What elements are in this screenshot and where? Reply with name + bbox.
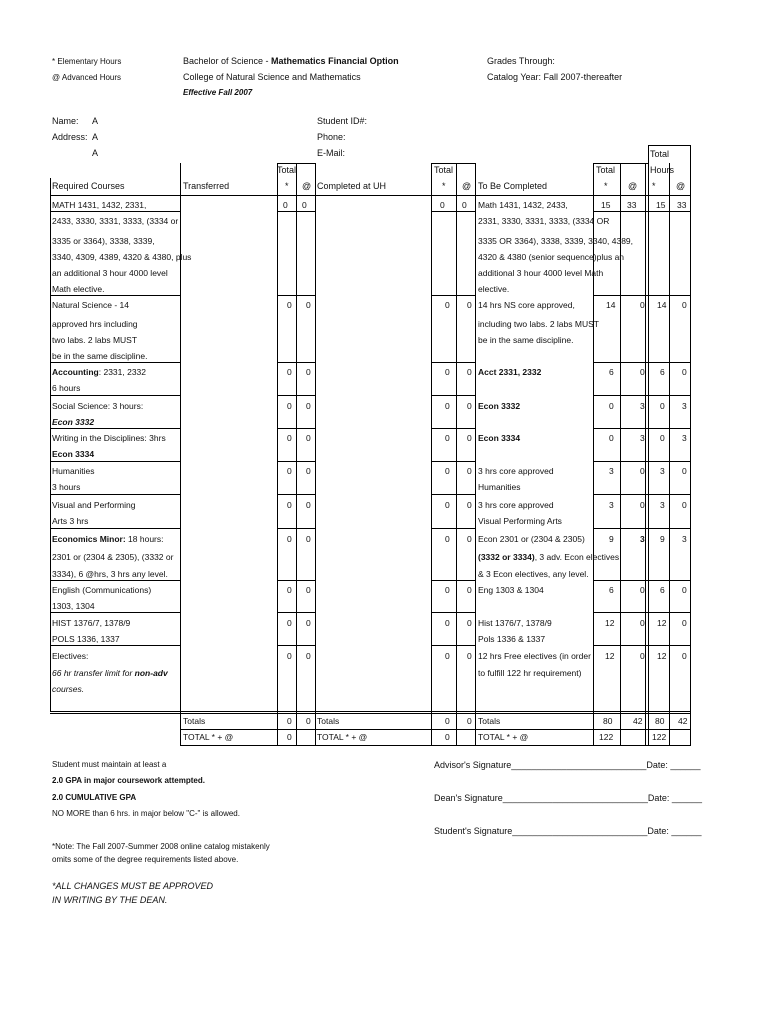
grid-line (690, 145, 691, 745)
uh-adv: 0 (467, 466, 472, 476)
header-adv-total: @ (676, 181, 686, 191)
grid-line (180, 745, 691, 746)
tbc-line: 4320 & 4380 (senior sequence)plus an (478, 252, 625, 262)
grid-line (593, 428, 691, 429)
grid-line (50, 178, 51, 712)
tbc-elem: 9 (609, 534, 614, 544)
header-transferred: Transferred (183, 181, 230, 191)
tbc-elem: 0 (609, 433, 614, 443)
tbc-line: Pols 1336 & 1337 (478, 634, 546, 644)
grid-line (315, 163, 316, 745)
tbc-line: 12 hrs Free electives (in order (478, 651, 591, 661)
total-elem: 9 (660, 534, 665, 544)
grid-line (50, 195, 691, 196)
grid-line (431, 612, 475, 613)
grid-line (277, 295, 316, 296)
total-adv: 0 (682, 585, 687, 595)
transferred-elem: 0 (283, 200, 288, 210)
header-adv-uh: @ (462, 181, 472, 191)
transferred-adv: 0 (306, 433, 311, 443)
transferred-adv: 0 (306, 367, 311, 377)
catalog-note-2: omits some of the degree requirements listed above. (52, 855, 239, 864)
tbc-line: Acct 2331, 2332 (478, 367, 542, 377)
grid-line (431, 163, 475, 164)
total-adv: 0 (682, 618, 687, 628)
totals-uh-adv: 0 (467, 716, 472, 726)
tbc-line: 3 hrs core approved (478, 500, 554, 510)
address-value-2[interactable]: A (92, 148, 99, 158)
address-label: Address: (52, 132, 88, 142)
total-elem: 0 (660, 433, 665, 443)
req-line: 3335 or 3364), 3338, 3339, (52, 236, 155, 246)
dean-signature[interactable]: Dean's Signature_____________________________Date: ______ (434, 793, 702, 803)
grid-line (593, 580, 691, 581)
req-line: POLS 1336, 1337 (52, 634, 120, 644)
req-line: Econ 3332 (52, 417, 95, 427)
transferred-elem: 0 (287, 300, 292, 310)
grid-line (277, 580, 316, 581)
email-label: E-Mail: (317, 148, 346, 158)
gpa-note-3: 2.0 CUMULATIVE GPA (52, 793, 137, 802)
transferred-adv: 0 (306, 401, 311, 411)
grid-line (431, 580, 475, 581)
tbc-elem: 12 (605, 651, 615, 661)
header-elem-uh: * (442, 181, 446, 191)
grid-line (431, 645, 475, 646)
grades-through: Grades Through: (487, 56, 555, 66)
totals-label: Totals (183, 716, 206, 726)
grid-line (277, 163, 278, 745)
req-line: Visual and Performing (52, 500, 136, 510)
grand-total-label: TOTAL * + @ (183, 732, 234, 742)
tbc-line: Econ 3332 (478, 401, 521, 411)
req-line: approved hrs including (52, 319, 138, 329)
req-line: 6 hours (52, 383, 81, 393)
tbc-line: be in the same discipline. (478, 335, 574, 345)
transferred-elem: 0 (287, 466, 292, 476)
req-line: Accounting: 2331, 2332 (52, 367, 147, 377)
gpa-note-4: NO MORE than 6 hrs. in major below "C-" is allowed. (52, 809, 240, 818)
req-line: Economics Minor: 18 hours: (52, 534, 164, 544)
total-adv: 0 (682, 367, 687, 377)
transferred-adv: 0 (306, 618, 311, 628)
total-elem: 3 (660, 466, 665, 476)
tbc-line: Humanities (478, 482, 521, 492)
grid-line (593, 645, 691, 646)
tbc-elem: 0 (609, 401, 614, 411)
req-line: an additional 3 hour 4000 level (52, 268, 168, 278)
grid-line (277, 395, 316, 396)
tbc-elem: 6 (609, 585, 614, 595)
uh-elem: 0 (440, 200, 445, 210)
tbc-adv: 0 (640, 300, 645, 310)
tbc-line: Eng 1303 & 1304 (478, 585, 544, 595)
total-adv: 0 (682, 300, 687, 310)
tbc-line: 3 hrs core approved (478, 466, 554, 476)
transferred-elem: 0 (287, 401, 292, 411)
transferred-elem: 0 (287, 433, 292, 443)
uh-adv: 0 (467, 367, 472, 377)
grand-total-transferred: 0 (287, 732, 292, 742)
grand-total-uh-label: TOTAL * + @ (317, 732, 368, 742)
tbc-elem: 12 (605, 618, 615, 628)
uh-elem: 0 (445, 300, 450, 310)
uh-adv: 0 (467, 300, 472, 310)
grid-line (277, 612, 316, 613)
req-line: Social Science: 3 hours: (52, 401, 144, 411)
header-total-hours-1: Total (650, 149, 670, 159)
total-elem: 6 (660, 585, 665, 595)
grid-line (431, 494, 475, 495)
grid-line (277, 362, 316, 363)
transferred-elem: 0 (287, 618, 292, 628)
tbc-adv: 0 (640, 618, 645, 628)
tbc-adv: 3 (640, 433, 645, 443)
totals-tbc-label: Totals (478, 716, 501, 726)
header-total-hours-2: Hours (650, 165, 675, 175)
grid-line (645, 163, 646, 745)
grand-total-tbc: 122 (599, 732, 614, 742)
grid-line (669, 163, 670, 745)
uh-adv: 0 (467, 534, 472, 544)
tbc-line: (3332 or 3334), 3 adv. Econ electives (478, 552, 620, 562)
req-line: courses. (52, 684, 85, 694)
tbc-line: 2331, 3330, 3331, 3333, (3334 OR (478, 216, 610, 226)
grid-line (277, 428, 316, 429)
transferred-elem: 0 (287, 651, 292, 661)
total-elem: 12 (657, 651, 667, 661)
uh-adv: 0 (467, 618, 472, 628)
grid-line (277, 528, 316, 529)
effective-date: Effective Fall 2007 (183, 88, 253, 97)
header-to-be-completed: To Be Completed (478, 181, 548, 191)
tbc-adv: 3 (640, 534, 645, 544)
total-elem: 15 (656, 200, 666, 210)
grid-line (593, 461, 691, 462)
grid-line (180, 711, 181, 745)
uh-adv: 0 (467, 401, 472, 411)
grid-line (277, 494, 316, 495)
uh-elem: 0 (445, 433, 450, 443)
transferred-elem: 0 (287, 500, 292, 510)
uh-adv: 0 (467, 500, 472, 510)
grid-line (431, 428, 475, 429)
totals-total-adv: 42 (678, 716, 688, 726)
totals-tbc-elem: 80 (603, 716, 613, 726)
grand-total-uh: 0 (445, 732, 450, 742)
total-adv: 33 (677, 200, 687, 210)
grid-line (593, 395, 691, 396)
tbc-adv: 0 (640, 585, 645, 595)
tbc-elem: 6 (609, 367, 614, 377)
grand-total-tbc-label: TOTAL * + @ (478, 732, 529, 742)
total-elem: 3 (660, 500, 665, 510)
req-line: HIST 1376/7, 1378/9 (52, 618, 131, 628)
tbc-adv: 0 (640, 466, 645, 476)
catalog-year: Catalog Year: Fall 2007-thereafter (487, 72, 623, 82)
tbc-adv: 0 (640, 500, 645, 510)
uh-elem: 0 (445, 500, 450, 510)
req-line: 1303, 1304 (52, 601, 95, 611)
grid-line (593, 295, 691, 296)
tbc-line: elective. (478, 284, 510, 294)
grid-line (277, 645, 316, 646)
totals-uh-label: Totals (317, 716, 340, 726)
header-completed-uh: Completed at UH (317, 181, 387, 191)
grid-line (50, 713, 691, 714)
transferred-elem: 0 (287, 585, 292, 595)
grid-line (277, 461, 316, 462)
uh-elem: 0 (445, 466, 450, 476)
grid-line (431, 295, 475, 296)
grid-line (431, 461, 475, 462)
total-adv: 0 (682, 500, 687, 510)
total-adv: 3 (682, 433, 687, 443)
grid-line (431, 528, 475, 529)
transferred-adv: 0 (306, 500, 311, 510)
name-label: Name: (52, 116, 79, 126)
totals-total-elem: 80 (655, 716, 665, 726)
tbc-line: including two labs. 2 labs MUST (478, 319, 599, 329)
tbc-line: Math 1431, 1432, 2433, (478, 200, 568, 210)
gpa-note-1: Student must maintain at least a (52, 760, 167, 769)
uh-elem: 0 (445, 618, 450, 628)
grid-line (296, 163, 297, 745)
tbc-elem: 3 (609, 466, 614, 476)
header-adv-tbc: @ (628, 181, 638, 191)
tbc-elem: 15 (601, 200, 611, 210)
req-line: Natural Science - 14 (52, 300, 130, 310)
college-name: College of Natural Science and Mathematics (183, 72, 361, 82)
req-line: 66 hr transfer limit for non-adv (52, 668, 168, 678)
transferred-elem: 0 (287, 534, 292, 544)
uh-elem: 0 (445, 401, 450, 411)
header-elem-transferred: * (285, 181, 289, 191)
transferred-adv: 0 (306, 534, 311, 544)
uh-adv: 0 (467, 585, 472, 595)
totals-uh-elem: 0 (445, 716, 450, 726)
req-line: 3334), 6 @hrs, 3 hrs any level. (52, 569, 168, 579)
student-id-label: Student ID#: (317, 116, 368, 126)
address-value[interactable]: A (92, 132, 99, 142)
tbc-line: Visual Performing Arts (478, 516, 562, 526)
tbc-line: 3335 OR 3364), 3338, 3339, 3340, 4389, (478, 236, 634, 246)
req-line: Electives: (52, 651, 89, 661)
changes-note-2: IN WRITING BY THE DEAN. (52, 895, 168, 905)
req-line: 2433, 3330, 3331, 3333, (3334 or (52, 216, 179, 226)
tbc-line: & 3 Econ electives, any level. (478, 569, 589, 579)
total-elem: 0 (660, 401, 665, 411)
grid-line (593, 494, 691, 495)
total-elem: 14 (657, 300, 667, 310)
grid-line (475, 163, 476, 745)
tbc-elem: 14 (606, 300, 616, 310)
total-adv: 0 (682, 651, 687, 661)
name-value[interactable]: A (92, 116, 99, 126)
uh-adv: 0 (462, 200, 467, 210)
tbc-adv: 0 (640, 651, 645, 661)
tbc-line: to fulfill 122 hr requirement) (478, 668, 582, 678)
grid-line (431, 395, 475, 396)
tbc-adv: 0 (640, 367, 645, 377)
total-adv: 3 (682, 534, 687, 544)
grid-line (593, 528, 691, 529)
req-line: Math elective. (52, 284, 105, 294)
uh-elem: 0 (445, 651, 450, 661)
totals-tbc-adv: 42 (633, 716, 643, 726)
tbc-line: Econ 2301 or (2304 & 2305) (478, 534, 585, 544)
grid-line (180, 729, 691, 730)
advisor-signature[interactable]: Advisor's Signature___________________________Date: ______ (434, 760, 701, 770)
uh-adv: 0 (467, 433, 472, 443)
transferred-adv: 0 (302, 200, 307, 210)
catalog-note-1: *Note: The Fall 2007-Summer 2008 online catalog mistakenly (52, 842, 270, 851)
transferred-adv: 0 (306, 300, 311, 310)
grid-line (456, 163, 457, 745)
uh-elem: 0 (445, 534, 450, 544)
totals-transferred-adv: 0 (306, 716, 311, 726)
grid-line (648, 145, 649, 745)
req-line: MATH 1431, 1432, 2331, (52, 200, 147, 210)
uh-elem: 0 (445, 585, 450, 595)
total-elem: 6 (660, 367, 665, 377)
req-line: 3 hours (52, 482, 81, 492)
header-adv-transferred: @ (302, 181, 312, 191)
grand-total-hours: 122 (652, 732, 667, 742)
total-elem: 12 (657, 618, 667, 628)
transferred-elem: 0 (287, 367, 292, 377)
uh-adv: 0 (467, 651, 472, 661)
gpa-note-2: 2.0 GPA in major coursework attempted. (52, 776, 205, 785)
totals-transferred-elem: 0 (287, 716, 292, 726)
header-total-uh: Total (434, 165, 454, 175)
req-line: be in the same discipline. (52, 351, 148, 361)
total-adv: 3 (682, 401, 687, 411)
changes-note-1: *ALL CHANGES MUST BE APPROVED (52, 881, 214, 891)
legend-elementary: * Elementary Hours (52, 57, 122, 66)
req-line: 2301 or (2304 & 2305), (3332 or (52, 552, 174, 562)
legend-advanced: @ Advanced Hours (52, 73, 122, 82)
grid-line (431, 163, 432, 745)
req-line: English (Communications) (52, 585, 152, 595)
header-elem-tbc: * (604, 181, 608, 191)
grid-line (593, 612, 691, 613)
req-line: Humanities (52, 466, 95, 476)
tbc-line: Hist 1376/7, 1378/9 (478, 618, 552, 628)
transferred-adv: 0 (306, 585, 311, 595)
tbc-adv: 3 (640, 401, 645, 411)
transferred-adv: 0 (306, 651, 311, 661)
req-line: 3340, 4309, 4389, 4320 & 4380, plus (52, 252, 192, 262)
tbc-line: 14 hrs NS core approved, (478, 300, 575, 310)
grid-line (50, 711, 691, 712)
transferred-adv: 0 (306, 466, 311, 476)
total-adv: 0 (682, 466, 687, 476)
req-line: Arts 3 hrs (52, 516, 89, 526)
tbc-adv: 33 (627, 200, 637, 210)
req-line: two labs. 2 labs MUST (52, 335, 138, 345)
req-line: Writing in the Disciplines: 3hrs (52, 433, 166, 443)
tbc-elem: 3 (609, 500, 614, 510)
header-required-courses: Required Courses (52, 181, 125, 191)
grid-line (431, 211, 475, 212)
grid-line (593, 362, 691, 363)
header-elem-total: * (652, 181, 656, 191)
degree-title: Bachelor of Science - Mathematics Financial Option (183, 56, 399, 66)
grid-line (431, 362, 475, 363)
student-signature[interactable]: Student's Signature___________________________Date: ______ (434, 826, 702, 836)
header-total-tbc: Total (596, 165, 616, 175)
tbc-line: additional 3 hour 4000 level Math (478, 268, 604, 278)
phone-label: Phone: (317, 132, 346, 142)
header-total-transferred: Total (277, 165, 297, 175)
uh-elem: 0 (445, 367, 450, 377)
grid-line (648, 145, 691, 146)
req-line: Econ 3334 (52, 449, 95, 459)
tbc-line: Econ 3334 (478, 433, 521, 443)
